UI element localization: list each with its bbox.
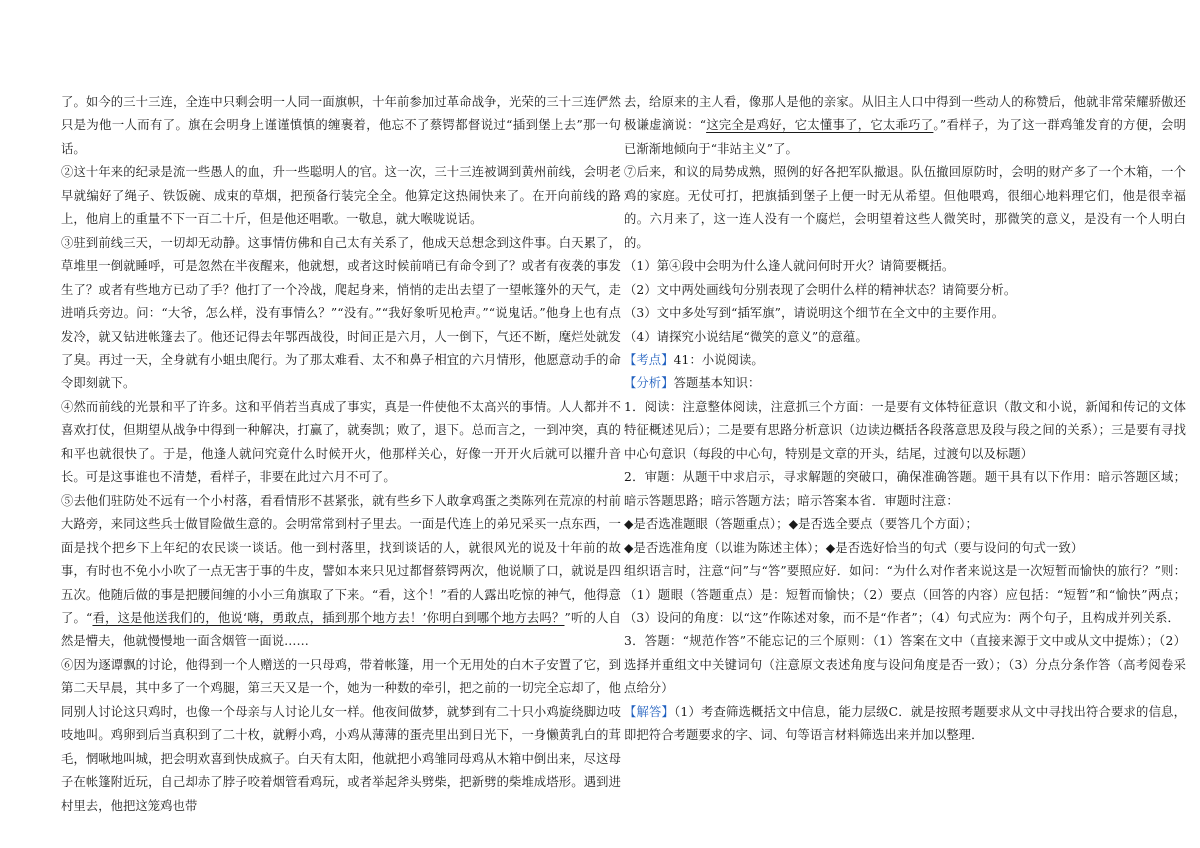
paragraph-2: ②这十年来的纪录是流一些愚人的血，升一些聪明人的官。这一次，三十三连被调到黄州前线，会明老早就编好了绳子、铁饭碗、成束的草烟，把预备行装完全全。他算定这热闹快来了。在开向前线的路上，他肩上的重量不下一百二十斤，但是他还唱歌。一敬息，就大喉咙说话。 [61, 165, 621, 227]
fenxi-line [624, 372, 1186, 395]
paragraph-8: ⑦后来，和议的局势成熟，照例的好各把军队撤退。队伍撤回原防时，会明的财产多了一个木箱，一个鸡的家庭。无仗可打，把旗插到堡子上便一时无从希望。但他喂鸡，很细心地料理它们，他是很幸福的。六月来了，这一连人没有一个腐烂，会明望着这些人微笑时，那微笑的意义，是没有一个人明白的。 [624, 165, 1186, 250]
paragraph-4: ④然而前线的光景和平了许多。这和平俏若当真成了事实，真是一件使他不太高兴的事情。人人都并不喜欢打仗，但期望从战争中得到一种解决，打赢了，就奏凯；败了，退下。总而言之，一到冲突，真的和平也就很快了。于是，他逢人就问究竟什么时候开火，他那样关心，好像一开开火后就可以擢升音长。可是这事谁也不清楚，看样子，非要在此过六月不可了。 [61, 399, 621, 485]
answer-point-1: 1．阅读：注意整体阅读，注意抓三个方面：一是要有文体特征意识（散文和小说，新闻和传记的文体特征概述见后）；二是要有思路分析意识（边读边概括各段落意思及段与段之间的关系）；三是要有寻找中心句意识（每段的中心句，特别是文章的开头，结尾，过渡句以及标题） [624, 399, 1186, 461]
kaodian-line [624, 349, 1186, 372]
answer-point-2-line-2: ◆是否选准角度（以谁为陈述主体）；◆是否选好恰当的句式（要与设问的句式一致） [624, 540, 1084, 555]
jieda-text: （1）考查筛选概括文中信息，能力层级C．就是按照考题要求从文中寻找出符合要求的信息，即把符合考题要求的字、词、句等语言材料筛选出来并加以整理． [624, 704, 1186, 743]
paragraph-3: ③驻到前线三天，一切却无动静。这事情仿佛和自己太有关系了，他成天总想念到这件事。白天累了，草堆里一倒就睡呼，可是忽然在半夜醒来，他就想，或者这时候前哨已有命令到了？或者有夜袭的事发生了？或者有些地方已动了手？他打了一个冷战，爬起身来，悄悄的走出去望了一望帐篷外的天气，走进哨兵旁边。问：“大爷，怎么样，没有事情么？”“没有。”“我好象听见枪声。”“说鬼话。”他身上也有点发冷，就又钻进帐篷去了。他还记得去年鄂西战役，时间正是六月，人一倒下，气还不断，麾烂处就发了臭。再过一天，全身就有小蛆虫爬行。为了那太难看、太不和鼻子相宜的六月情形，他愿意动手的命令即刻就下。 [61, 235, 621, 391]
answer-point-3: 3．答题：“规范作答”不能忘记的三个原则：（1）答案在文中（直接来源于文中或从文中提炼）；（2）选择并重组文中关键词句（注意原文表述角度与设问角度是否一致）；（3）分点分条作答（高考阅卷采点给分） [624, 634, 1186, 696]
paragraph-5-text-b: ”听的人自然是懵夫，他就慢慢地一面含烟管一面说…… [61, 610, 621, 649]
question-4: （4）请探究小说结尾“微笑的意义”的意蕴。 [624, 329, 868, 344]
paragraph-7-text-a: 去，给原来的主人看，像那人是他的亲家。从旧主人口中得到一些动人的称赞后，他就非常荣耀骄傲还极谦虚滴说：“ [624, 95, 1186, 133]
underlined-sentence-1: 看，这是他送我们的，他说‘嗨，勇敢点，插到那个地方去！’你明白到哪个地方去吗？ [92, 610, 565, 625]
fenxi-tag: 【分析】 [624, 376, 674, 391]
paragraph-5 [61, 490, 621, 654]
left-column [61, 91, 621, 818]
underlined-sentence-2: 这完全是鸡好，它太懂事了，它太乖巧了 [706, 118, 934, 133]
paragraph-5-text-a: ⑤去他们驻防处不远有一个小村落，看看情形不甚紧张，就有些乡下人敢拿鸡蛋之类陈列在荒凉的村前大路旁，来同这些兵士做冒险做生意的。会明常常到村子里去。一面是代连上的弟兄采买一点东西，一面是找个把乡下上年纪的农民谈一谈话。他一到村落里，找到谈话的人，就很风光的说及十年前的故事，有时也不免小小吹了一点无害于事的牛皮，譬如本来只见过都督蔡锷两次，他说顺了口，就说是四五次。他随后做的事是把腰间缠的小小三角旗取了下来。“看，这个！”看的人露出吃惊的神气，他得意了。“ [61, 493, 621, 625]
fenxi-text: 答题基本知识： [673, 376, 761, 391]
jieda-line [624, 701, 1186, 748]
answer-point-2: 2．审题：从题干中求启示，寻求解题的突破口，确保准确答题。题干具有以下作用：暗示答题区域；暗示答题思路；暗示答题方法；暗示答案本省．审题时注意： [624, 470, 1186, 508]
paragraph-6: ⑥因为逐谭飘的讨论，他得到一个人赠送的一只母鸡，带着帐篷，用一个无用处的白木子安置了它，到第二天早晨，其中多了一个鸡腿，第三天又是一个，她为一种数的牵引，把之前的一切完全忘却了，他同别人讨论这只鸡时，也像一个母亲与人讨论儿女一样。他夜间做梦，就梦到有二十只小鸡旋绕脚边吱吱地叫。鸡卵到后当真积到了二十枚，就孵小鸡，小鸡从薄薄的蛋壳里出到日光下，一身懒黄乳白的茸毛，惘啾地叫城，把会明欢喜到快成疯子。白天有太阳，他就把小鸡雏同母鸡从木箱中倒出来，尽这母子在帐篷附近玩，自己却赤了脖子咬着烟管看鸡玩，或者举起斧头劈柴，把新劈的柴堆成塔形。遇到进村里去，他把这笼鸡也带 [61, 657, 621, 813]
kaodian-tag: 【考点】 [624, 352, 674, 367]
question-2: （2）文中两处画线句分别表现了会明什么样的精神状态？请简要分析。 [624, 282, 1017, 297]
paragraph-7-text-b: 。”看样子，为了这一群鸡雏发育的方便，会明已渐渐地倾向于“非站主义”了。 [624, 118, 1186, 156]
question-1: （1）第④段中会明为什么逢人就问何时开火？请简要概括。 [624, 259, 955, 274]
paragraph-1: 了。如今的三十三连，全连中只剩会明一人同一面旗帜，十年前参加过革命战争，光荣的三十三连俨然只是为他一人而有了。旗在会明身上谨谨慎慎的缠裹着，他忘不了蔡锷都督说过“插到堡上去”那一句话。 [61, 95, 621, 156]
paragraph-7 [624, 91, 1186, 161]
right-column [624, 91, 1186, 748]
kaodian-text: 41：小说阅读。 [673, 352, 764, 367]
jieda-tag: 【解答】 [624, 704, 675, 719]
answer-point-2-line-3: 组织语言时，注意“问”与“答”要照应好．如问：“为什么对作者来说这是一次短暂而愉快的旅行？”则：（1）题眼（答题重点）是：短暂而愉快；（2）要点（回答的内容）应包括：“短暂”和“愉快”两点；（3）设问的角度：以“这”作陈述对象，而不是“作者”；（4）句式应为：两个句子，且构成并列关系． [624, 564, 1186, 625]
question-3: （3）文中多处写到“插军旗”，请说明这个细节在全文中的主要作用。 [624, 306, 1005, 321]
answer-point-2-line-1: ◆是否选准题眼（答题重点）；◆是否选全要点（要答几个方面）； [624, 517, 978, 532]
